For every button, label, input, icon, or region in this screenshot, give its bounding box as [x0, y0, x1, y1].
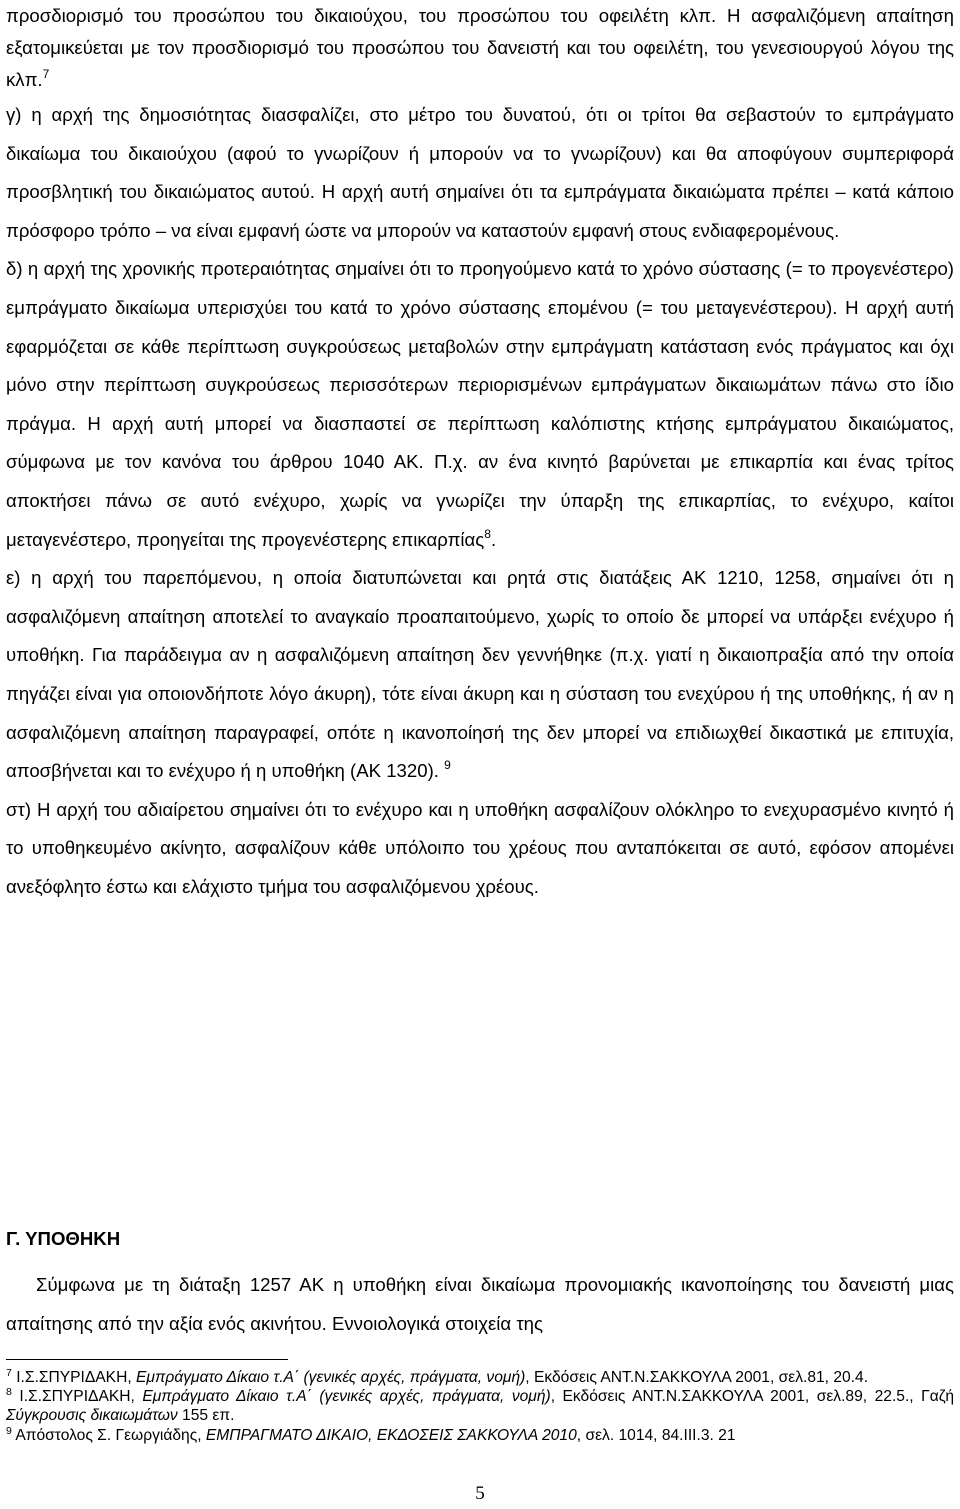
footnote-number: 9	[6, 1424, 12, 1437]
footnote-8	[6, 1387, 954, 1425]
footnote-details: , Εκδόσεις ΑΝΤ.Ν.ΣΑΚΚΟΥΛΑ 2001, σελ.89, 22.5., Γαζή	[550, 1388, 954, 1406]
paragraph-epsilon	[6, 559, 954, 791]
paragraph-st: στ) Η αρχή του αδιαίρετου σημαίνει ότι το ενέχυρο και η υποθήκη ασφαλίζουν ολόκληρο το ενεχυρασμένο κινητό ή το υποθηκευμένο ακίνητο, ασφαλίζουν κάθε υπόλοιπο του χρέους που ανταπόκειται σε αυτό, εφόσον απομένει ανεξόφλητο έστω και ελάχιστο τμήμα του ασφαλιζόμενου χρέους.	[6, 798, 954, 897]
section-heading: Γ. ΥΠΟΘΗΚΗ	[6, 1228, 121, 1249]
footnote-details: , Εκδόσεις ΑΝΤ.Ν.ΣΑΚΚΟΥΛΑ 2001, σελ.81, 20.4.	[525, 1369, 869, 1386]
paragraph-intro	[6, 0, 954, 96]
footnote-title: ΕΜΠΡΑΓΜΑΤΟ ΔΙΚΑΙΟ, ΕΚΔΟΣΕΙΣ ΣΑΚΚΟΥΛΑ 2010	[205, 1426, 577, 1444]
footnote-ref-8[interactable]: 8	[484, 526, 491, 541]
section-paragraph	[6, 1266, 954, 1343]
footnote-author: Ι.Σ.ΣΠΥΡΙΔΑΚΗ,	[19, 1388, 143, 1406]
paragraph-intro-text: προσδιορισμό του προσώπου του δικαιούχου, του προσώπου του οφειλέτη κλπ. Η ασφαλιζόμενη απαίτηση εξατομικεύεται με τον προσδιορισμό του προσώπου του δανειστή και του οφειλέτη, του γενεσιουργού λόγου της κλπ.	[6, 5, 954, 90]
footnote-separator	[6, 1359, 288, 1360]
footnote-7	[6, 1368, 954, 1387]
footnote-title-2: Σύγκρουσις δικαιωμάτων	[6, 1407, 178, 1425]
footnote-9	[6, 1426, 954, 1445]
paragraph-delta-text: δ) η αρχή της χρονικής προτεραιότητας σημαίνει ότι το προηγούμενο κατά το χρόνο σύστασης (= το προγενέστερο) εμπράγματο δικαίωμα υπερισχύει του κατά το χρόνο σύστασης επομένου (= του μεταγενέστερου). Η αρχή αυτή εφαρμόζεται σε κάθε περίπτωση συγκρούσεως μεταβολών στην εμπράγματη κατάσταση ενός πράγματος και όχι μόνο στην περίπτωση συγκρούσεως περισσότερων περιορισμένων εμπράγματων δικαιωμάτων πάνω στο ίδιο πράγμα. Η αρχή αυτή μπορεί να διασπαστεί σε περίπτωση καλόπιστης κτήσης εμπράγματου δικαιώματος, σύμφωνα με τον κανόνα του άρθρου 1040 ΑΚ. Π.χ. αν ένα κινητό βαρύνεται με επικαρπία και ένας τρίτος αποκτήσει πάνω σε αυτό ενέχυρο, χωρίς να γνωρίζει την ύπαρξη της επικαρπίας, το ενέχυρο, καίτοι μεταγενέστερο, προηγείται της προγενέστερης επικαρπίας	[6, 258, 954, 550]
paragraph-gamma: γ) η αρχή της δημοσιότητας διασφαλίζει, στο μέτρο του δυνατού, ότι οι τρίτοι θα σεβαστούν το εμπράγματο δικαίωμα του δικαιούχου (αφού το γνωρίζουν ή μπορούν να το γνωρίζουν) και θα αποφύγουν συμπεριφορά προσβλητική του δικαιώματος αυτού. Η αρχή αυτή σημαίνει ότι τα εμπράγματα δικαιώματα πρέπει – κατά κάποιο πρόσφορο τρόπο – να είναι εμφανή ώστε να μπορούν να καταστούν εμφανή στους ενδιαφερομένους.	[6, 104, 954, 241]
paragraph-delta	[6, 250, 954, 559]
footnote-title: Εμπράγματο Δίκαιο τ.Α΄ (γενικές αρχές, πράγματα, νομή)	[136, 1369, 526, 1386]
section-paragraph-text: Σύμφωνα με τη διάταξη 1257 ΑΚ η υποθήκη είναι δικαίωμα προνομιακής ικανοποίησης του δανειστή μιας απαίτησης από την αξία ενός ακινήτου. Εννοιολογικά στοιχεία της	[6, 1274, 954, 1334]
footnote-ref-7[interactable]: 7	[42, 67, 50, 81]
paragraph-delta-end: .	[490, 528, 497, 550]
paragraph-epsilon-text: ε) η αρχή του παρεπόμενου, η οποία διατυπώνεται και ρητά στις διατάξεις ΑΚ 1210, 1258, σημαίνει ότι η ασφαλιζόμενη απαίτηση αποτελεί το αναγκαίο προαπαιτούμενο, χωρίς το οποίο δε μπορεί να υπάρξει ενέχυρο ή υποθήκη. Για παράδειγμα αν η ασφαλιζόμενη απαίτηση δεν γεννήθηκε (π.χ. γιατί η δικαιοπραξία από την οποία πηγάζει είναι για οποιονδήποτε λόγο άκυρη), τότε είναι άκυρη και η σύσταση του ενεχύρου ή της υποθήκης, ή αν η ασφαλιζόμενη απαίτηση παραγραφεί, οπότε η ικανοποίησή της δεν μπορεί να επιδιωχθεί δικαστικά με επιτυχία, αποσβήνεται και το ενέχυρο ή η υποθήκη (ΑΚ 1320).	[6, 567, 954, 782]
footnote-details-2: 155 επ.	[177, 1407, 235, 1425]
footnote-details: , σελ. 1014, 84.ΙΙΙ.3. 21	[576, 1426, 736, 1444]
footnotes	[6, 1368, 954, 1445]
footnote-author: Ι.Σ.ΣΠΥΡΙΔΑΚΗ,	[16, 1369, 137, 1386]
footnote-title: Εμπράγματο Δίκαιο τ.Α΄ (γενικές αρχές, πράγματα, νομή)	[142, 1388, 551, 1406]
footnote-ref-9[interactable]: 9	[444, 758, 451, 773]
body-text	[6, 0, 954, 906]
footnote-author: Απόστολος Σ. Γεωργιάδης,	[15, 1426, 206, 1444]
footnote-number: 8	[6, 1386, 12, 1399]
page-number: 5	[475, 1483, 485, 1504]
footnote-number: 7	[6, 1367, 12, 1379]
